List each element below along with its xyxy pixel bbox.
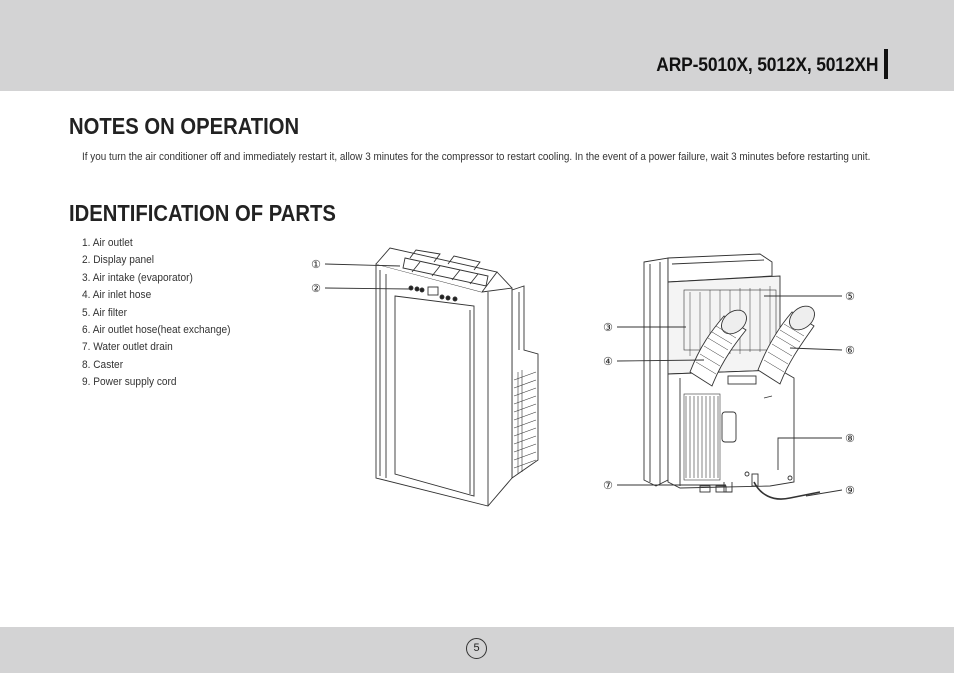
- callout-9: ⑨: [845, 484, 855, 497]
- page-number: 5: [466, 638, 487, 659]
- parts-heading: IDENTIFICATION OF PARTS: [69, 200, 336, 226]
- callout-5: ⑤: [845, 290, 855, 303]
- list-item: 9. Power supply cord: [82, 376, 177, 389]
- list-item: 6. Air outlet hose(heat exchange): [82, 324, 231, 337]
- list-item: 5. Air filter: [82, 306, 127, 319]
- list-item: 2. Display panel: [82, 254, 155, 267]
- callout-6: ⑥: [845, 344, 855, 357]
- model-title: ARP-5010X, 5012X, 5012XH: [655, 55, 878, 76]
- callout-1: ①: [311, 258, 321, 271]
- notes-heading: NOTES ON OPERATION: [69, 113, 300, 139]
- callout-4: ④: [603, 355, 613, 368]
- callout-2: ②: [311, 282, 321, 295]
- callout-3: ③: [603, 321, 613, 334]
- list-item: 8. Caster: [82, 358, 124, 371]
- list-item: 7. Water outlet drain: [82, 341, 173, 354]
- list-item: 1. Air outlet: [82, 237, 133, 249]
- front-unit-drawing: [376, 248, 538, 506]
- callout-7: ⑦: [603, 479, 613, 492]
- notes-paragraph: If you turn the air conditioner off and immediately restart it, allow 3 minutes for the compressor to restart cooling. In the event of a power failure, wait 3 minutes before restarting unit.: [82, 151, 871, 163]
- callout-8: ⑧: [845, 432, 855, 445]
- back-unit-drawing: [644, 254, 820, 499]
- list-item: 4. Air inlet hose: [82, 289, 152, 302]
- list-item: 3. Air intake (evaporator): [82, 271, 193, 284]
